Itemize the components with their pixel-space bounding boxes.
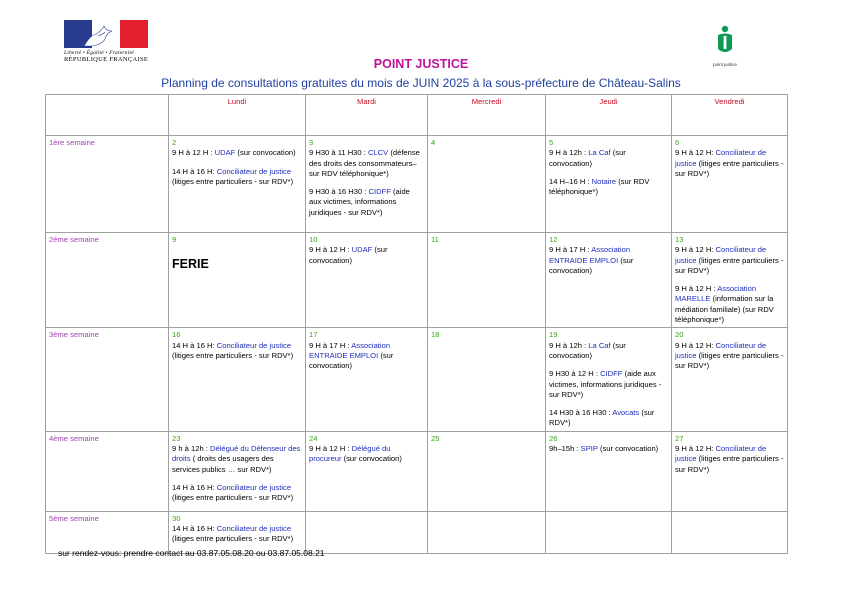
- consultation-entry: [675, 444, 784, 475]
- date-number: 2: [172, 138, 177, 147]
- holiday-label: FERIE: [172, 257, 209, 272]
- day-cell: [169, 233, 306, 328]
- day-cell: [169, 136, 306, 233]
- entry-time: 14 H–16 H :: [549, 176, 592, 186]
- entry-time: 9 H à 12 H:: [675, 444, 716, 454]
- day-cell: [306, 233, 428, 328]
- day-cell: [428, 328, 546, 431]
- entry-time: 9 H à 12h :: [549, 148, 589, 158]
- entry-organization: La Caf: [588, 148, 611, 158]
- entry-details: (litiges entre particuliers - sur RDV*): [675, 454, 784, 474]
- consultation-entry: [309, 148, 424, 179]
- day-cell: [672, 233, 788, 328]
- consultation-entry: [172, 341, 302, 362]
- day-cell: [546, 431, 672, 511]
- entry-details: (sur convocation): [341, 454, 402, 464]
- day-cell: [169, 431, 306, 511]
- entry-time: 9 H à 17 H :: [549, 245, 592, 255]
- entry-details: (litiges entre particuliers - sur RDV*): [675, 350, 784, 371]
- week-row: [46, 136, 788, 233]
- day-cell: [672, 136, 788, 233]
- date-number: 18: [431, 330, 440, 340]
- entry-organization: Conciliateur de justice: [216, 166, 292, 176]
- day-header: Mardi: [306, 95, 428, 136]
- day-header: Jeudi: [546, 95, 672, 136]
- entry-details: (défense des droits des consommateurs– sur RDV téléphonique*): [309, 148, 420, 178]
- marianne-icon: [78, 22, 118, 48]
- consultation-entry: [549, 444, 668, 454]
- entry-organization: Délégué du procureur: [309, 444, 391, 464]
- entry-organization: Association ENTRAIDE EMPLOI: [549, 245, 631, 265]
- entry-details: (sur RDV téléphonique*): [549, 176, 650, 197]
- entry-time: 9 H à 12 H :: [309, 444, 352, 454]
- week-row: [46, 233, 788, 328]
- date-number: 13: [675, 235, 684, 244]
- date-number: 11: [431, 235, 439, 244]
- entry-time: 9 H à 12 H :: [675, 284, 718, 294]
- entry-details: ( droits des usagers des services publics … sur RDV*): [172, 454, 274, 474]
- week-label: 3ème semaine: [46, 328, 169, 431]
- entry-organization: Association MARELLE: [675, 284, 757, 304]
- date-number: 27: [675, 433, 684, 443]
- consultation-entry: [309, 444, 424, 465]
- entry-organization: CIDFF: [600, 369, 623, 379]
- day-header: Mercredi: [428, 95, 546, 136]
- entry-time: 9 H à 12 H:: [675, 245, 716, 255]
- entry-details: (litiges entre particuliers - sur RDV*): [675, 158, 784, 178]
- day-cell: [546, 328, 672, 431]
- footer-contact-note: sur rendez-vous: prendre contact au 03.87.05.08.20 ou 03.87.05.08.21: [58, 548, 325, 558]
- date-number: 19: [549, 330, 558, 340]
- entry-time: 9 h à 12h :: [172, 444, 210, 454]
- entry-time: 9 H à 12h :: [549, 340, 589, 350]
- entry-details: (sur convocation): [549, 148, 626, 168]
- header-row: [46, 95, 788, 136]
- entry-organization: Conciliateur de justice: [216, 482, 292, 492]
- entry-details: (aide aux victimes, informations juridiques - sur RDV*): [549, 369, 662, 399]
- entry-details: (sur convocation): [549, 255, 634, 275]
- day-cell: [672, 511, 788, 553]
- point-justice-icon: [715, 25, 735, 55]
- date-number: 9: [172, 235, 177, 244]
- entry-organization: Conciliateur de justice: [675, 245, 767, 265]
- consultation-entry: [549, 245, 668, 276]
- consultation-entry: [549, 341, 668, 362]
- day-cell: [306, 511, 428, 553]
- french-flag-icon: [64, 20, 148, 48]
- day-cell: [306, 431, 428, 511]
- entry-time: 14 H30 à 16 H30 :: [549, 408, 613, 418]
- week-label: 1ère semaine: [46, 136, 169, 233]
- date-number: 30: [172, 513, 181, 523]
- page-title: POINT JUSTICE: [373, 57, 469, 71]
- entry-details: (sur convocation): [549, 340, 626, 360]
- date-number: 23: [172, 433, 181, 443]
- day-cell: [428, 431, 546, 511]
- consultation-entry: [549, 408, 668, 429]
- consultation-entry: [549, 177, 668, 198]
- planning-table: [45, 94, 788, 554]
- entry-organization: CIDFF: [368, 187, 391, 197]
- entry-organization: Association ENTRAIDE EMPLOI: [309, 340, 391, 360]
- day-cell: [546, 136, 672, 233]
- entry-time: 9 H30 à 16 H30 :: [309, 187, 369, 197]
- entry-details: (sur convocation): [309, 245, 388, 265]
- date-number: 6: [675, 138, 680, 147]
- consultation-entry: [675, 245, 784, 276]
- day-cell: [169, 328, 306, 431]
- entry-time: 14 H à 16 H:: [172, 524, 217, 534]
- day-cell: [169, 511, 306, 553]
- entry-time: 14 H à 16 H:: [172, 482, 217, 492]
- consultation-entry: [549, 148, 668, 169]
- entry-time: 9 H à 12 H :: [172, 148, 215, 158]
- date-number: 5: [549, 138, 554, 147]
- day-cell: [672, 431, 788, 511]
- entry-organization: Conciliateur de justice: [675, 340, 767, 360]
- entry-details: (sur convocation): [309, 350, 394, 371]
- entry-details: (information sur la médiation familiale) (sur RDV téléphonique*): [675, 294, 774, 325]
- date-number: 25: [431, 433, 440, 443]
- day-cell: [428, 511, 546, 553]
- consultation-entry: [172, 167, 302, 188]
- date-number: 20: [675, 330, 684, 340]
- entry-organization: Avocats: [612, 408, 640, 418]
- day-header: Lundi: [169, 95, 306, 136]
- date-number: 3: [309, 138, 314, 147]
- consultation-entry: [549, 369, 668, 400]
- day-cell: [428, 233, 546, 328]
- date-number: 24: [309, 433, 318, 443]
- entry-time: 9h–15h :: [549, 444, 581, 454]
- point-justice-caption: point justice: [713, 62, 737, 67]
- entry-time: 9 H30 à 11 H30 :: [309, 148, 368, 158]
- entry-time: 9 H30 à 12 H :: [549, 369, 601, 379]
- entry-time: 9 H à 12 H:: [675, 148, 716, 158]
- week-label: 2ème semaine: [46, 233, 169, 328]
- day-cell: [672, 328, 788, 431]
- day-cell: [546, 233, 672, 328]
- entry-organization: Notaire: [591, 176, 617, 186]
- entry-details: (litiges entre particuliers - sur RDV*): [172, 534, 294, 544]
- date-number: 26: [549, 433, 558, 443]
- day-header: Vendredi: [672, 95, 788, 136]
- page-subtitle: Planning de consultations gratuites du mois de JUIN 2025 à la sous-préfecture de Château-Salins: [161, 76, 681, 90]
- entry-organization: UDAF: [214, 148, 236, 158]
- entry-organization: CLCV: [367, 148, 389, 158]
- date-number: 10: [309, 235, 318, 244]
- entry-organization: Conciliateur de justice: [216, 340, 292, 350]
- consultation-entry: [675, 284, 784, 325]
- day-cell: [428, 136, 546, 233]
- entry-details: (sur RDV*): [549, 408, 655, 428]
- week-row: [46, 511, 788, 553]
- entry-time: 14 H à 16 H:: [172, 166, 217, 176]
- entry-organization: Délégué du Défenseur des droits: [172, 444, 301, 464]
- consultation-entry: [309, 245, 424, 266]
- entry-time: 9 H à 12 H :: [309, 245, 352, 255]
- week-row: [46, 431, 788, 511]
- motto-text: Liberté • Égalité • Fraternité: [64, 50, 134, 56]
- corner-cell: [46, 95, 169, 136]
- entry-organization: Conciliateur de justice: [216, 524, 292, 534]
- consultation-entry: [309, 187, 424, 218]
- week-label: 4ème semaine: [46, 431, 169, 511]
- entry-details: (litiges entre particuliers - sur RDV*): [675, 255, 784, 275]
- date-number: 17: [309, 330, 318, 340]
- week-row: [46, 328, 788, 431]
- date-number: 16: [172, 330, 181, 340]
- entry-time: 9 H à 12 H:: [675, 340, 716, 350]
- date-number: 4: [431, 138, 436, 147]
- entry-details: (litiges entre particuliers - sur RDV*): [172, 350, 294, 360]
- entry-organization: Conciliateur de justice: [675, 444, 767, 464]
- consultation-entry: [675, 148, 784, 179]
- consultation-entry: [675, 341, 784, 372]
- entry-details: (sur convocation): [597, 444, 659, 454]
- consultation-entry: [172, 148, 302, 158]
- consultation-entry: [172, 444, 302, 475]
- week-label: 5ème semaine: [46, 511, 169, 553]
- entry-organization: SPIP: [580, 444, 598, 454]
- entry-organization: UDAF: [351, 245, 373, 255]
- entry-details: (aide aux victimes, informations juridiques - sur RDV*): [309, 187, 410, 217]
- consultation-entry: [172, 483, 302, 504]
- consultation-entry: [309, 341, 424, 372]
- consultation-entry: [172, 524, 302, 545]
- day-cell: [306, 328, 428, 431]
- entry-details: (litiges entre particuliers - sur RDV*): [172, 176, 294, 186]
- entry-organization: Conciliateur de justice: [675, 148, 767, 168]
- day-cell: [546, 511, 672, 553]
- entry-organization: La Caf: [588, 340, 611, 350]
- entry-details: (sur convocation): [235, 148, 296, 158]
- day-cell: [306, 136, 428, 233]
- entry-time: 14 H à 16 H:: [172, 340, 217, 350]
- entry-details: (litiges entre particuliers - sur RDV*): [172, 493, 294, 503]
- date-number: 12: [549, 235, 558, 244]
- entry-time: 9 H à 17 H :: [309, 340, 352, 350]
- republique-text: RÉPUBLIQUE FRANÇAISE: [64, 56, 149, 63]
